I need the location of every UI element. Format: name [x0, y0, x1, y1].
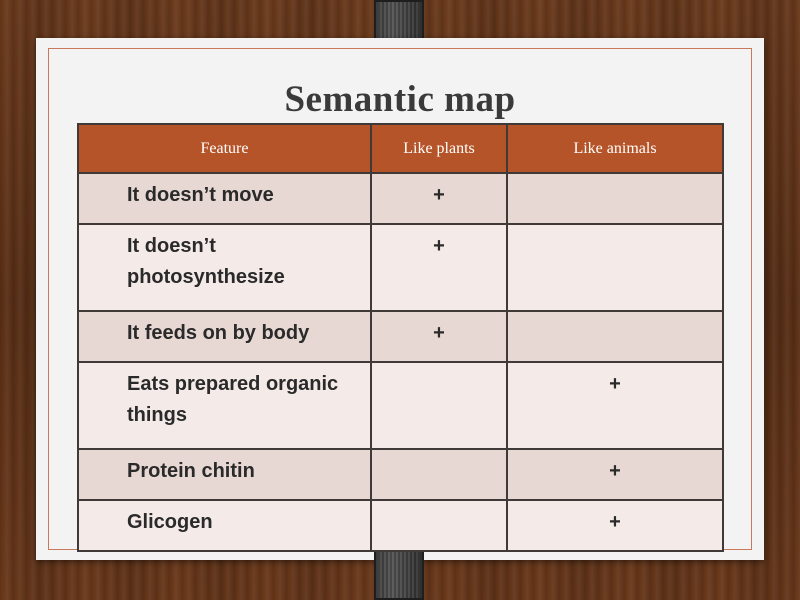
feature-cell: Protein chitin	[78, 449, 371, 500]
like-animals-cell: +	[507, 500, 723, 551]
header-feature: Feature	[78, 124, 371, 173]
table-row	[78, 449, 723, 500]
header-row	[78, 124, 723, 173]
feature-cell: It doesn’t photosynthesize	[78, 224, 371, 311]
like-plants-cell	[371, 500, 507, 551]
semantic-map-table	[77, 123, 724, 552]
header-like-animals: Like animals	[507, 124, 723, 173]
header-like-plants: Like plants	[371, 124, 507, 173]
table-row	[78, 311, 723, 362]
like-animals-cell: +	[507, 362, 723, 449]
feature-cell: Glicogen	[78, 500, 371, 551]
like-plants-cell	[371, 449, 507, 500]
like-animals-cell	[507, 224, 723, 311]
feature-cell: It feeds on by body	[78, 311, 371, 362]
slide-title: Semantic map	[284, 79, 516, 120]
like-plants-cell	[371, 362, 507, 449]
like-animals-cell: +	[507, 449, 723, 500]
like-animals-cell	[507, 311, 723, 362]
like-plants-cell: +	[371, 224, 507, 311]
like-plants-cell: +	[371, 311, 507, 362]
like-animals-cell	[507, 173, 723, 224]
table-row	[78, 173, 723, 224]
feature-cell: Eats prepared organic things	[78, 362, 371, 449]
table-row	[78, 362, 723, 449]
like-plants-cell: +	[371, 173, 507, 224]
feature-cell: It doesn’t move	[78, 173, 371, 224]
table-row	[78, 224, 723, 311]
table-row	[78, 500, 723, 551]
